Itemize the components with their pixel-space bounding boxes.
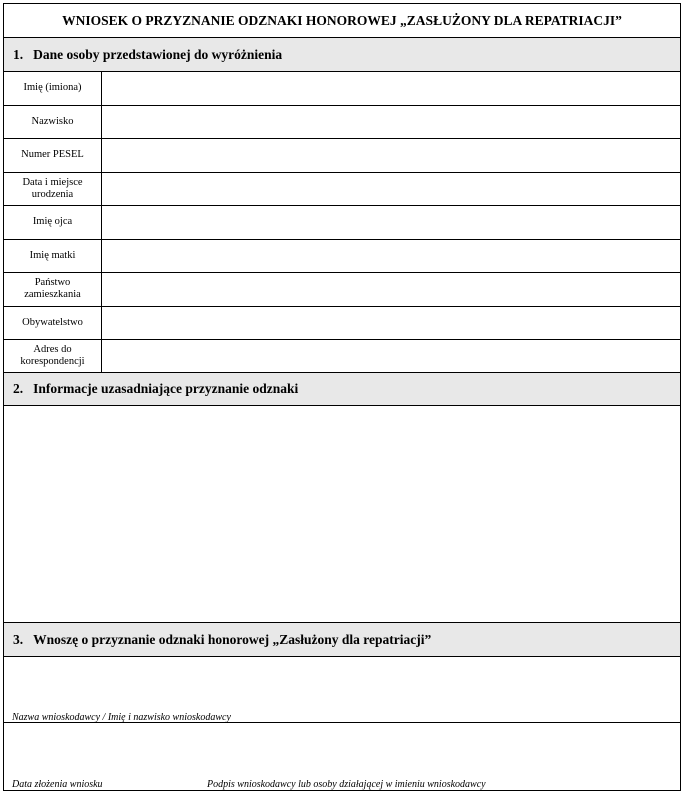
field-label-mother-name: Imię matki <box>4 240 102 273</box>
submission-date-field[interactable] <box>4 723 199 790</box>
field-label-father-name: Imię ojca <box>4 206 102 239</box>
section-3-header <box>4 623 680 657</box>
field-input-pesel[interactable] <box>102 139 680 172</box>
date-signature-row <box>4 723 680 790</box>
field-input-surname[interactable] <box>102 106 680 139</box>
justification-textarea[interactable] <box>4 406 680 623</box>
field-row-mother-name <box>4 240 680 274</box>
field-row-surname <box>4 106 680 140</box>
field-row-address <box>4 340 680 374</box>
applicant-name-caption: Nazwa wnioskodawcy / Imię i nazwisko wnioskodawcy <box>12 712 231 723</box>
application-form <box>3 3 681 791</box>
field-input-first-name[interactable] <box>102 72 680 105</box>
field-input-mother-name[interactable] <box>102 240 680 273</box>
section-1-header <box>4 38 680 72</box>
field-row-citizenship <box>4 307 680 341</box>
section-2-heading: Informacje uzasadniające przyznanie odznaki <box>33 381 299 396</box>
field-label-citizenship: Obywatelstwo <box>4 307 102 340</box>
section-2-number: 2. <box>13 381 24 396</box>
field-label-address: Adres do korespondencji <box>4 340 102 373</box>
section-1-heading: Dane osoby przedstawionej do wyróżnienia <box>33 46 283 62</box>
field-label-country: Państwo zamieszkania <box>4 273 102 306</box>
field-label-first-name: Imię (imiona) <box>4 72 102 105</box>
section-1-number: 1. <box>13 46 24 62</box>
section-2-header <box>4 372 680 406</box>
field-label-pesel: Numer PESEL <box>4 139 102 172</box>
field-row-first-name <box>4 72 680 106</box>
applicant-name-field[interactable] <box>4 657 680 723</box>
field-label-birth: Data i miejsce urodzenia <box>4 173 102 206</box>
field-row-country <box>4 273 680 307</box>
section-3-heading: Wnoszę o przyznanie odznaki honorowej „Zasłużony dla repatriacji” <box>33 631 432 647</box>
signature-field[interactable] <box>199 723 680 790</box>
field-input-father-name[interactable] <box>102 206 680 239</box>
field-row-birth <box>4 173 680 207</box>
field-row-pesel <box>4 139 680 173</box>
signature-caption: Podpis wnioskodawcy lub osoby działającej w imieniu wnioskodawcy <box>207 779 486 790</box>
field-input-citizenship[interactable] <box>102 307 680 340</box>
field-input-address[interactable] <box>102 340 680 373</box>
field-input-country[interactable] <box>102 273 680 306</box>
form-title: WNIOSEK O PRZYZNANIE ODZNAKI HONOROWEJ „ZASŁUŻONY DLA REPATRIACJI” <box>4 4 680 38</box>
field-row-father-name <box>4 206 680 240</box>
field-label-surname: Nazwisko <box>4 106 102 139</box>
field-input-birth[interactable] <box>102 173 680 206</box>
section-3-number: 3. <box>13 631 24 647</box>
submission-date-caption: Data złożenia wniosku <box>12 779 103 790</box>
